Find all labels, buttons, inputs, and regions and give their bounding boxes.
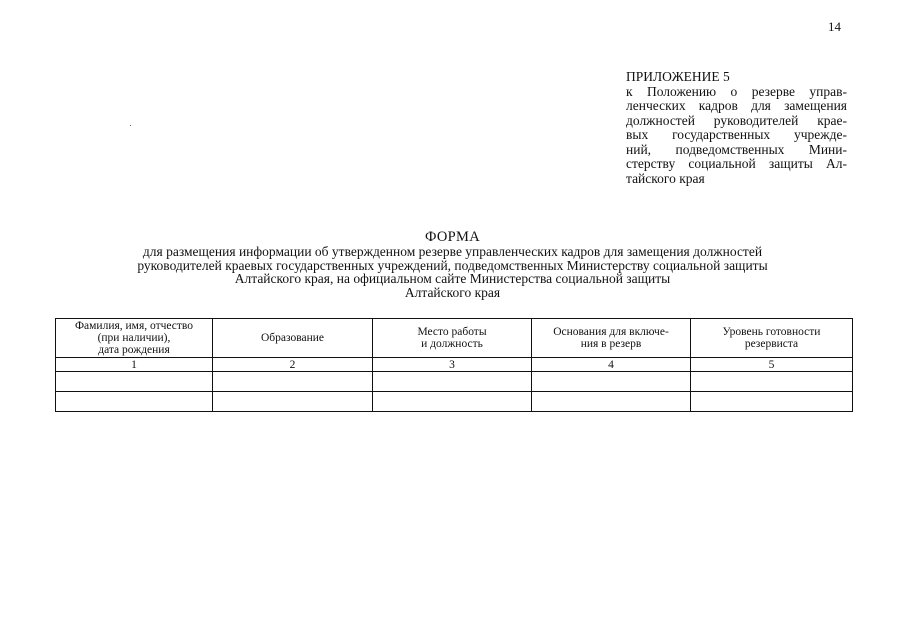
page-number: 14 (828, 19, 841, 34)
header-cell-workplace: Место работы и должность (373, 319, 532, 358)
column-number-row (56, 358, 853, 372)
form-description-line: для размещения информации об утвержденном резерве управленческих кадров для замещения должностей (142, 243, 763, 259)
table-cell (56, 392, 213, 412)
table-cell (532, 372, 691, 392)
header-cell-full-name: Фамилия, имя, отчество (при наличии), дата рождения (56, 319, 213, 358)
column-number: 3 (373, 358, 532, 372)
column-number: 1 (56, 358, 213, 372)
table-cell (532, 392, 691, 412)
form-description-line: руководителей краевых государственных учреждений, подведомственных Министерству социальной защиты (137, 257, 768, 273)
column-number: 4 (532, 358, 691, 372)
appendix-line: ленческих кадров для замещения (626, 98, 847, 113)
appendix-line: стерству социальной защиты Ал- (626, 156, 847, 171)
appendix-line: ний, подведомственных Мини- (626, 141, 847, 157)
scan-speck (130, 125, 131, 126)
appendix-line: тайского края (626, 170, 705, 186)
table-cell (373, 372, 532, 392)
header-cell-education: Образование (213, 319, 373, 358)
column-number: 5 (691, 358, 853, 372)
table-cell (56, 372, 213, 392)
form-heading (60, 231, 845, 300)
table-cell (213, 372, 373, 392)
table-cell (691, 372, 853, 392)
form-description-line: Алтайского края, на официальном сайте Министерства социальной защиты (234, 271, 671, 287)
appendix-line: должностей руководителей крае- (626, 112, 847, 128)
table-header-row (56, 319, 853, 358)
header-cell-grounds: Основания для включе- ния в резерв (532, 319, 691, 358)
appendix-block (626, 70, 847, 186)
reserve-table (55, 318, 853, 412)
table-row (56, 392, 853, 412)
table-row (56, 372, 853, 392)
table-cell (213, 392, 373, 412)
header-cell-readiness: Уровень готовности резервиста (691, 319, 853, 358)
appendix-title: ПРИЛОЖЕНИЕ 5 (626, 69, 730, 84)
table-cell (691, 392, 853, 412)
form-description-line: Алтайского края (404, 285, 501, 301)
form-title: ФОРМА (424, 229, 481, 245)
column-number: 2 (213, 358, 373, 372)
appendix-line: вых государственных учрежде- (626, 127, 847, 142)
table-cell (373, 392, 532, 412)
appendix-line: к Положению о резерве управ- (626, 83, 847, 99)
